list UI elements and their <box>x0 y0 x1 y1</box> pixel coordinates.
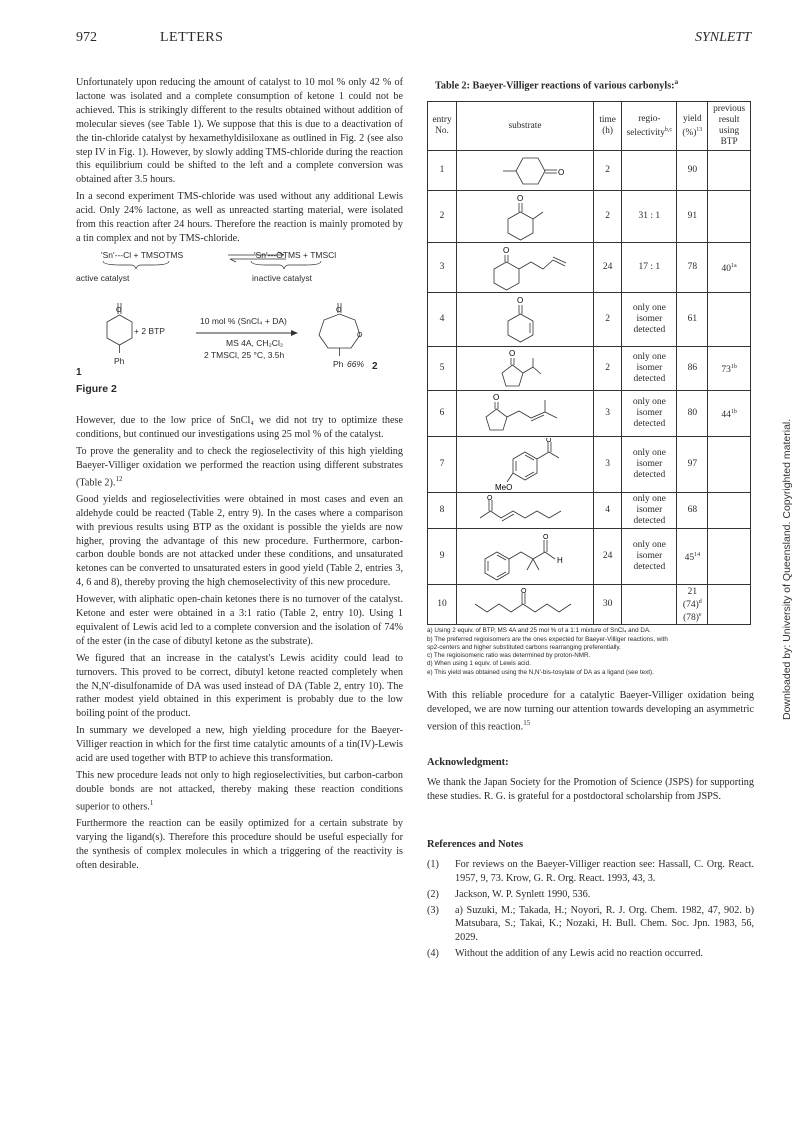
footnote: e) This yield was obtained using the N,N'-bis-tosylate of DA as a ligand (see text). <box>427 668 654 676</box>
compound-number: 2 <box>372 360 378 372</box>
table-caption: Table 2: Baeyer-Villiger reactions of various carbonyls:$^a$ <box>435 78 679 92</box>
cell-previous <box>708 191 751 243</box>
table-row <box>428 191 751 243</box>
substrate-structure <box>457 493 594 529</box>
paragraph: In summary we developed a new, high yielding procedure for the Baeyer-Villiger reaction in which for the first time catalytic amounts of a tin(IV)-Lewis acid are used together with BTP to achieve this transformation. <box>76 725 403 765</box>
page-number: 972 <box>76 30 97 45</box>
paragraph: Furthermore the reaction can be easily optimized for a certain substrate by varying the ligand(s). Therefore this procedure should be useful especially for the synthesis of complex molecules in which a triggering of the reactivity is often desirable. <box>76 818 403 871</box>
cell-yield: 61 <box>677 293 708 347</box>
cell-yield: 86 <box>677 347 708 391</box>
cell-regio: only one isomer detected <box>622 391 677 437</box>
cell-previous <box>708 437 751 493</box>
svg-text:O: O <box>493 392 500 402</box>
paragraph: With this reliable procedure for a catalytic Baeyer-Villiger oxidation being developed, we are now turning our attention towards developing an asymmetric version of this reaction.$^{15}$ <box>427 690 754 733</box>
cell-previous: $73^{1b}$ <box>708 347 751 391</box>
cell-yield: 80 <box>677 391 708 437</box>
header-entry: entry No. <box>428 102 457 151</box>
cell-regio <box>622 151 677 191</box>
paragraph: To prove the generality and to check the regioselectivity of this high yielding Baeyer-Villiger oxidation we performed the reaction using different substrates (Table 2).$^{12}$ <box>76 445 403 488</box>
reference-item: (3) a) Suzuki, M.; Takada, H.; Noyori, R. J. Org. Chem. 1982, 47, 902. b) Matsubara, S.; Takai, K.; Nozaki, H. Bull. Chem. Soc. Jpn. 1983, 56, 2029. <box>427 904 754 944</box>
cell-entry: 2 <box>428 191 457 243</box>
cell-entry: 6 <box>428 391 457 437</box>
cell-regio: only one isomer detected <box>622 293 677 347</box>
phenyl-label: Ph <box>114 355 125 366</box>
structure-3 <box>465 244 585 292</box>
reagent-label: + 2 BTP <box>134 325 165 336</box>
header-yield: yield (%)$^{13}$ <box>677 102 708 151</box>
cell-time: 4 <box>593 493 621 529</box>
cell-time: 2 <box>593 151 621 191</box>
header-previous: previous result using BTP <box>708 102 751 151</box>
cell-time: 2 <box>593 347 621 391</box>
left-column <box>76 76 403 876</box>
phenyl-label: Ph <box>333 358 344 369</box>
cell-regio: only one isomer detected <box>622 493 677 529</box>
reference-item: (4) Without the addition of any Lewis acid no reaction occurred. <box>427 948 703 960</box>
table-row <box>428 493 751 529</box>
svg-text:O: O <box>509 348 516 358</box>
cell-yield: 68 <box>677 493 708 529</box>
substrate-structure <box>457 391 594 437</box>
inactive-catalyst-label: inactive catalyst <box>252 272 312 283</box>
svg-text:O: O <box>503 245 510 255</box>
cell-entry: 9 <box>428 529 457 585</box>
cell-regio: only one isomer detected <box>622 529 677 585</box>
journal-name: SYNLETT <box>694 30 751 45</box>
cell-regio <box>622 585 677 625</box>
cell-previous <box>708 293 751 347</box>
download-watermark: Downloaded by: University of Queensland. Copyrighted material. <box>781 418 793 720</box>
cell-entry: 8 <box>428 493 457 529</box>
paragraph: In a second experiment TMS-chloride was used without any additional Lewis acid. Only 24% lactone, as well as unreacted starting material, were isolated from this reaction after 24 hours. Therefore the reaction is mainly promoted by a tin complex and not by TMS-chloride. <box>76 191 403 244</box>
condition-additive: 2 TMSCl, 25 °C, 3.5h <box>204 349 285 360</box>
header-regio: regio-selectivity$^{b,c}$ <box>622 102 677 151</box>
cell-time: 3 <box>593 437 621 493</box>
condition-solvent: MS 4A, CH₂Cl₂ <box>226 337 284 348</box>
table-row <box>428 391 751 437</box>
header-substrate: substrate <box>457 102 594 151</box>
footnote: sp2-centers and higher substituted carbons rearranging preferentially. <box>427 643 621 651</box>
cell-time: 2 <box>593 191 621 243</box>
cell-entry: 10 <box>428 585 457 625</box>
section-title: LETTERS <box>160 30 224 45</box>
right-column <box>427 76 754 963</box>
substrate-structure <box>457 529 594 585</box>
paragraph: However, with aliphatic open-chain ketones there is no turnover of the catalyst. Ketone and ester were obtained in a 3:1 ratio (Table 2, entry 10). Using 1 equivalent of Lewis acid led to a complete conversion and the isolation of 74% of the ester (in the case of dibutyl ketone as the substrate). <box>76 594 403 647</box>
paragraph: We figured that an increase in the catalyst's Lewis acidity could lead to turnovers. This proved to be correct, dibutyl ketone reacted completely when the N,N'-disulfonamide of DA was used instead of DA (Table 2, entry 10). The rather modest yield obtained in this experiment is probably due to the low boiling point of the product. <box>76 652 403 720</box>
table-row <box>428 151 751 191</box>
footnote: d) When using 1 equiv. of Lewis acid. <box>427 660 531 668</box>
structure-4 <box>465 294 585 346</box>
table-row <box>428 347 751 391</box>
svg-text:O: O <box>543 533 549 541</box>
figure-label: Figure 2 <box>76 382 117 395</box>
table-row <box>428 293 751 347</box>
scheme-right: 'Sn'---OTMS + TMSCl <box>254 249 337 260</box>
footnote: a) Using 2 equiv. of BTP, MS 4A and 25 mol % of a 1:1 mixture of SnCl₄ and DA. <box>427 627 651 635</box>
references-heading: References and Notes <box>427 838 524 850</box>
equilibrium-scheme <box>76 249 403 289</box>
structure-6 <box>465 392 585 436</box>
cell-entry: 3 <box>428 243 457 293</box>
svg-text:O: O <box>558 167 565 177</box>
cell-yield: 90 <box>677 151 708 191</box>
substrate-structure <box>457 293 594 347</box>
structure-7 <box>465 438 585 492</box>
structure-5 <box>465 348 585 390</box>
substrate-structure <box>457 585 594 625</box>
cell-entry: 7 <box>428 437 457 493</box>
active-catalyst-label: active catalyst <box>76 272 130 283</box>
acknowledgment-text: We thank the Japan Society for the Promotion of Science (JSPS) for supporting these studies. R. G. is grateful for a postdoctoral scholarship from JSPS. <box>427 777 754 802</box>
paragraph: Good yields and regioselectivities were obtained in most cases and even an aldehyde could be reacted (Table 2, entry 9). In the cases where a comparison with previous results using BTP as the oxidant is possible the yields are now higher, proving the advantage of this new procedure. Furthermore, carbon-carbon double bonds are not attacked under these conditions, and unsaturated ketones can be converted to unsaturated esters in good yield (Table 2, entries 3, 4, 6 and 8), thereby proving the high chemoselectivity of this new procedure. <box>76 493 403 589</box>
structure-2 <box>465 192 585 242</box>
table-row <box>428 437 751 493</box>
table-row <box>428 529 751 585</box>
structure-1 <box>465 152 585 190</box>
structure-8 <box>465 494 585 528</box>
compound-number: 1 <box>76 366 82 378</box>
table-row <box>428 585 751 625</box>
cell-previous: $44^{1b}$ <box>708 391 751 437</box>
structure-10 <box>465 586 585 624</box>
cell-yield: 78 <box>677 243 708 293</box>
substrate-structure <box>457 347 594 391</box>
condition-catalyst: 10 mol % (SnCl₄ + DA) <box>200 315 287 326</box>
cell-yield: 91 <box>677 191 708 243</box>
yield-label: 66% <box>347 358 365 369</box>
table-row <box>428 243 751 293</box>
scheme-left: 'Sn'---Cl + TMSOTMS <box>101 249 184 260</box>
meo-label: MeO <box>495 482 513 492</box>
svg-text:O: O <box>517 295 524 305</box>
substrate-structure <box>457 151 594 191</box>
structure-9 <box>465 530 585 584</box>
cell-entry: 4 <box>428 293 457 347</box>
h-label: H <box>557 555 563 565</box>
paragraph: Unfortunately upon reducing the amount of catalyst to 10 mol % only 42 % of lactone was isolated and a complete consumption of ketone 1 could not be achieved. This is strikingly different to the results obtained without addition of molecular sieves (see Table 1). We suppose that this is due to a deactivation of the tin-chloride catalyst by hexamethyldisiloxane as outlined in Fig. 2 (see also step IV in Fig. 1). However, by slowly adding TMS-chloride during the reaction this equilibrium could be shifted to the left and a complete conversion was obtained after 3.5 hours. <box>76 77 403 186</box>
reference-item: (1) For reviews on the Baeyer-Villiger reaction see: Hassall, C. Org. React. 1957, 9, 73. Krow, G. R. Org. React. 1993, 43, 3. <box>427 858 754 884</box>
footnote: b) The preferred regioisomers are the ones expected for Baeyer-Villiger reactions, with <box>427 635 668 643</box>
header-time: time (h) <box>593 102 621 151</box>
cell-previous <box>708 529 751 585</box>
cell-entry: 1 <box>428 151 457 191</box>
cell-regio: only one isomer detected <box>622 347 677 391</box>
cell-yield: 21 $(74)^d$ $(78)^e$ <box>677 585 708 625</box>
table-2 <box>427 101 751 625</box>
cell-previous <box>708 151 751 191</box>
cell-time: 3 <box>593 391 621 437</box>
svg-text:O: O <box>517 193 524 203</box>
footnote: c) The regioisomeric ratio was determined by proton-NMR. <box>427 652 591 660</box>
reference-item: (2) Jackson, W. P. Synlett 1990, 536. <box>427 888 591 900</box>
substrate-structure <box>457 191 594 243</box>
svg-text:O: O <box>487 494 493 502</box>
cell-regio: only one isomer detected <box>622 437 677 493</box>
cell-entry: 5 <box>428 347 457 391</box>
svg-text:O: O <box>546 437 552 444</box>
svg-text:O: O <box>521 587 527 595</box>
cell-time: 30 <box>593 585 621 625</box>
table-footnotes <box>427 627 754 677</box>
brace-icon <box>101 260 351 270</box>
acknowledgment-heading: Acknowledgment: <box>427 757 509 769</box>
cell-yield: 97 <box>677 437 708 493</box>
cell-regio: 31 : 1 <box>622 191 677 243</box>
figure-2: + 2 BTP 10 mol % (SnCl₄ + DA) MS 4A, CH₂Cl₂ 2 TMSCl, 25 °C, 3.5h O O O Ph Ph 1 66% 2 Figure 2 <box>76 301 403 406</box>
cell-previous <box>708 493 751 529</box>
cell-previous <box>708 585 751 625</box>
cell-regio: 17 : 1 <box>622 243 677 293</box>
cell-yield: $45^{14}$ <box>677 529 708 585</box>
substrate-structure <box>457 243 594 293</box>
cell-time: 24 <box>593 529 621 585</box>
paragraph: However, due to the low price of SnCl₄ we did not try to optimize these conditions, but continued our investigations using 25 mol % of the catalyst. <box>76 414 403 440</box>
cell-time: 2 <box>593 293 621 347</box>
cell-time: 24 <box>593 243 621 293</box>
substrate-structure <box>457 437 594 493</box>
cell-previous: $40^{1a}$ <box>708 243 751 293</box>
paragraph: This new procedure leads not only to high regioselectivities, but carbon-carbon double bonds are not attacked, thereby making these reaction conditions superior to others.$^1$ <box>76 770 403 813</box>
table-header-row <box>428 102 751 151</box>
